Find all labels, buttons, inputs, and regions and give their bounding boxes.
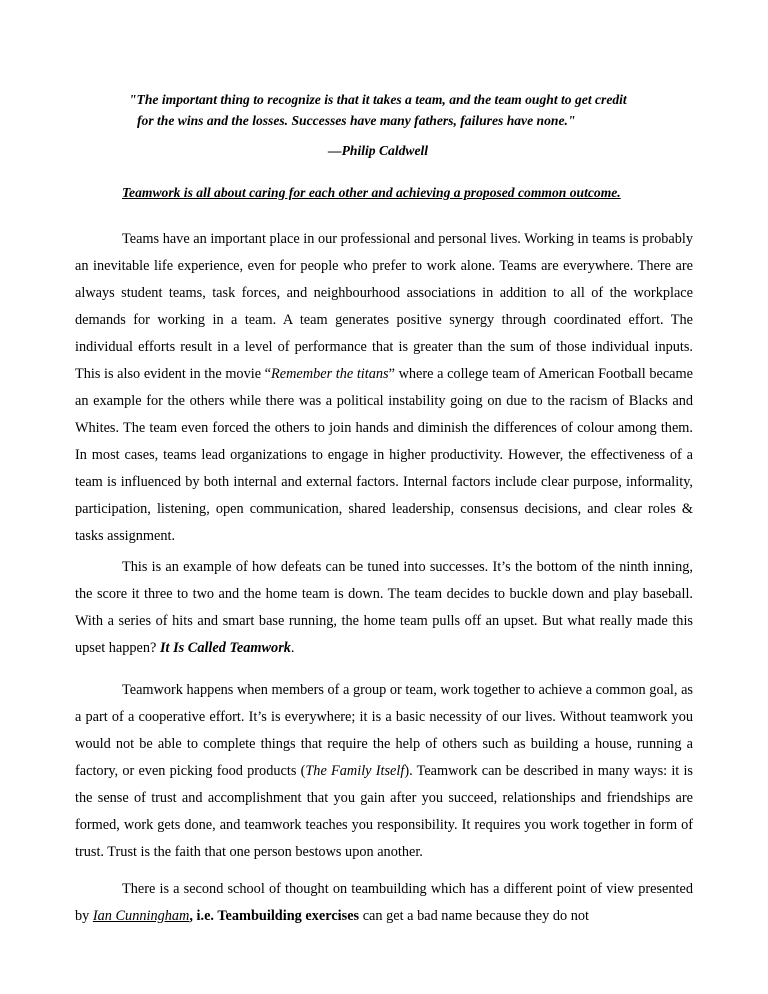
thesis-statement: Teamwork is all about caring for each other and achieving a proposed common outcome. [122,185,621,200]
paragraph-3 [75,677,693,866]
paragraph-2-end: . [290,640,295,656]
paragraph-4-text-a: There is a second school of thought on teambuilding which has a different point of view presented by [75,881,693,924]
quote-attribution: —Philip Caldwell [328,143,429,158]
movie-title: Remember the titans [271,366,389,382]
quote-line-1: "The important thing to recognize is that it takes a team, and the team ought to get credit [129,92,627,107]
quote-line-2: for the wins and the losses. Successes have many fathers, failures have none." [137,113,576,128]
paragraph-4 [75,876,693,930]
source-title: The Family Itself [305,763,405,779]
author-link[interactable]: Ian Cunningham [92,908,190,924]
epigraph-quote [129,89,689,131]
paragraph-2-text: This is an example of how defeats can be tuned into successes. It’s the bottom of the ninth inning, the score it three to two and the home team is down. The team decides to buckle down and play baseball. With a series of hits and smart base running, the home team pulls off an upset. But what really made this upset happen? [75,559,693,656]
paragraph-4-text-b: can get a bad name because they do not [359,908,589,924]
paragraph-2 [75,554,693,662]
paragraph-3-text-a: Teamwork happens when members of a group or team, work together to achieve a common goal, as a part of a cooperative effort. It’s is everywhere; it is a basic necessity of our lives. Without teamwork you would not be able to complete things that require the help of others such as building a house, running a factory, or even picking food products ( [75,682,693,779]
paragraph-1-text-a: Teams have an important place in our professional and personal lives. Working in teams is probably an inevitable life experience, even for people who prefer to work alone. Teams are everywhere. There are always student teams, task forces, and neighbourhood associations in addition to all of the workplace demands for working in a team. A team generates positive synergy through coordinated effort. The individual efforts result in a level of performance that is greater than the sum of those individual inputs. This is also evident in the movie “ [75,231,693,382]
paragraph-3-text-b: ). Teamwork can be described in many ways: it is the sense of trust and accomplishment that you gain after you succeed, relationships and friendships are formed, work gets done, and teamwork teaches you responsibility. It requires you work together in form of trust. Trust is the faith that one person bestows upon another. [75,763,694,860]
paragraph-1-text-b: ” where a college team of American Football became an example for the others while there was a political instability going on due to the racism of Blacks and Whites. The team even forced the others to join hands and diminish the differences of colour among them. In most cases, teams lead organizations to engage in higher productivity. However, the effectiveness of a team is influenced by both internal and external factors. Internal factors include clear purpose, informality, participation, listening, open communication, shared leadership, consensus decisions, and clear roles & tasks assignment. [75,366,693,544]
paragraph-4-bold: , i.e. Teambuilding exercises [189,908,360,924]
paragraph-2-emphasis: It Is Called Teamwork [159,640,291,656]
paragraph-1 [75,226,693,550]
